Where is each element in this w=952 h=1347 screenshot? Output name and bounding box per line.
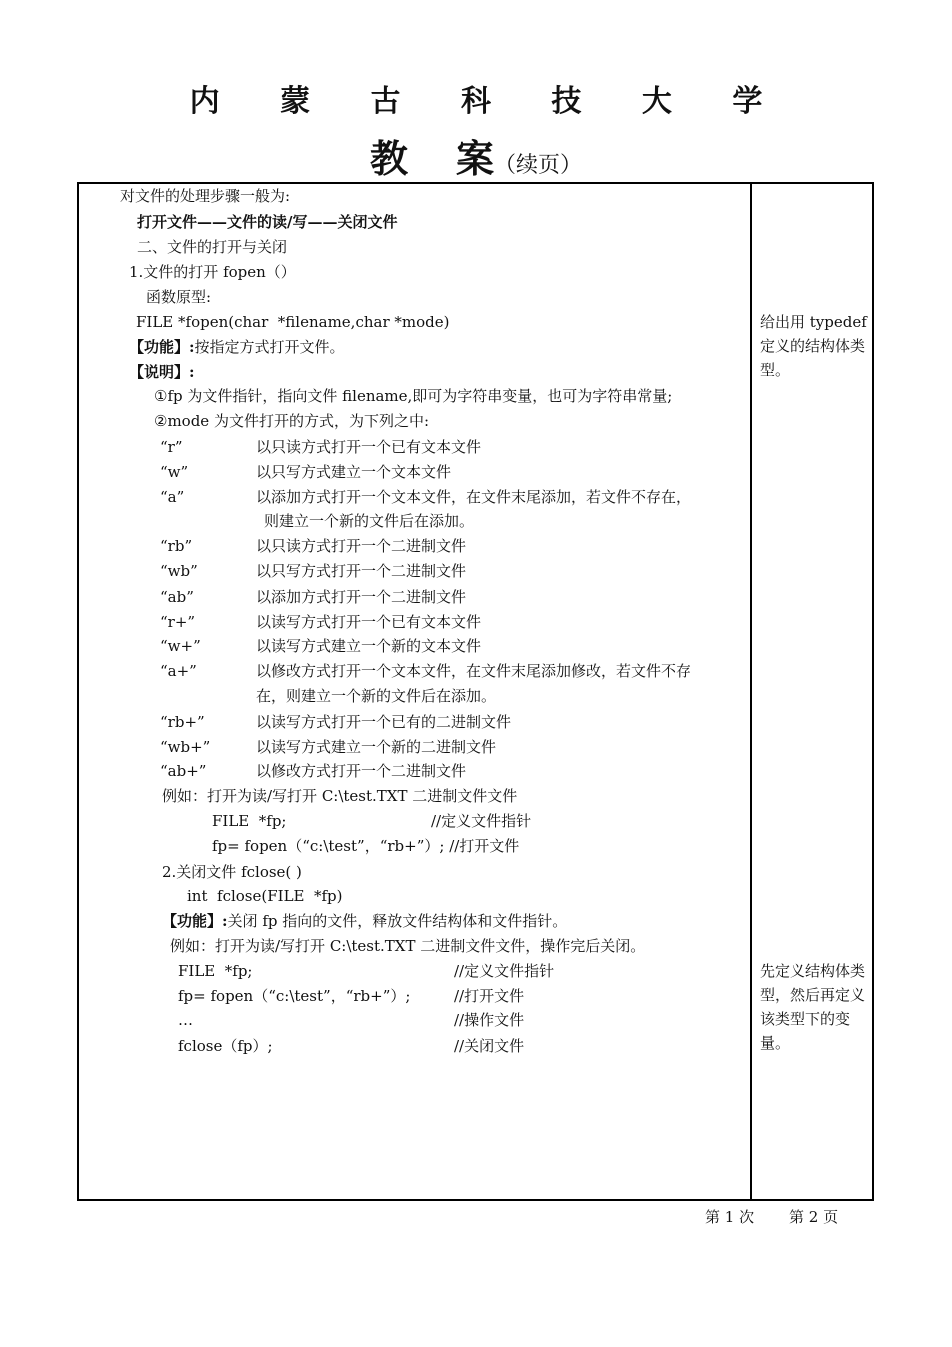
- list-item: “ab” 以添加方式打开一个二进制文件: [160, 588, 467, 606]
- list-item: “r” 以只读方式打开一个已有文本文件: [160, 438, 482, 456]
- list-item: “w” 以只写方式建立一个文本文件: [160, 463, 452, 481]
- intro-line: 对文件的处理步骤一般为:: [120, 187, 291, 205]
- title-char-2: 案: [455, 137, 494, 181]
- prototype-code: FILE *fopen(char *filename,char *mode): [136, 313, 450, 331]
- prototype-label: 函数原型:: [146, 288, 212, 306]
- list-item: “wb+” 以读写方式建立一个新的二进制文件: [160, 738, 497, 756]
- list-item-continuation: 在，则建立一个新的文件后在添加。: [256, 687, 497, 705]
- title-note: （续页）: [494, 153, 583, 178]
- example-2-comment-1: //定义文件指针: [454, 962, 555, 980]
- function-text: 按指定方式打开文件。: [194, 338, 345, 356]
- fclose-function-label: 【功能】:: [162, 912, 228, 930]
- session-number: 第 1 次: [705, 1208, 755, 1226]
- side-note-2: 先定义结构体类型，然后再定义该类型下的变量。: [760, 962, 866, 1052]
- title-char-1: 教: [369, 137, 408, 181]
- function-line: [129, 337, 345, 357]
- list-item: “r+” 以读写方式打开一个已有文本文件: [160, 613, 482, 631]
- fopen-heading: 1.文件的打开 fopen（）: [129, 263, 296, 281]
- side-note-1: 给出用 typedef 定义的结构体类型。: [760, 313, 867, 379]
- example-2: 例如：打开为读/写打开 C:\test.TXT 二进制文件文件，操作完后关闭。: [170, 937, 646, 955]
- example-1-code-2: fp= fopen（“c:\test”，“rb+”）; //打开文件: [212, 837, 520, 855]
- fclose-function-text: 关闭 fp 指向的文件，释放文件结构体和文件指针。: [227, 912, 568, 930]
- fclose-heading: 2.关闭文件 fclose( ): [162, 863, 302, 881]
- example-2-code-3: …: [178, 1011, 193, 1029]
- column-divider: [750, 182, 752, 1201]
- example-2-comment-3: //操作文件: [454, 1011, 525, 1029]
- list-item-continuation: 则建立一个新的文件后在添加。: [264, 512, 475, 530]
- section-heading: 二、文件的打开与关闭: [137, 238, 288, 256]
- list-item: “ab+” 以修改方式打开一个二进制文件: [160, 762, 467, 780]
- list-item: “w+” 以读写方式建立一个新的文本文件: [160, 637, 482, 655]
- note-line-1: ①fp 为文件指针，指向文件 filename,即可为字符串变量，也可为字符串常量;: [154, 387, 673, 405]
- function-label: 【功能】:: [129, 338, 195, 356]
- list-item: “rb+” 以读写方式打开一个已有的二进制文件: [160, 713, 512, 731]
- example-1-comment-1: //定义文件指针: [431, 812, 532, 830]
- example-1: 例如：打开为读/写打开 C:\test.TXT 二进制文件文件: [162, 787, 518, 805]
- example-2-code-4: fclose（fp）;: [178, 1037, 273, 1055]
- list-item: “wb” 以只写方式打开一个二进制文件: [160, 562, 467, 580]
- example-2-comment-4: //关闭文件: [454, 1037, 525, 1055]
- steps-line: 打开文件——文件的读/写——关闭文件: [137, 213, 398, 231]
- example-2-comment-2: //打开文件: [454, 987, 525, 1005]
- example-1-code-1: FILE *fp;: [212, 812, 287, 830]
- university-title: 内 蒙 古 科 技 大 学: [189, 84, 788, 119]
- list-item: “rb” 以只读方式打开一个二进制文件: [160, 537, 467, 555]
- list-item: “a” 以添加方式打开一个文本文件，在文件末尾添加，若文件不存在，: [160, 488, 692, 506]
- example-2-code-1: FILE *fp;: [178, 962, 253, 980]
- example-2-code-2: fp= fopen（“c:\test”，“rb+”）;: [178, 987, 411, 1005]
- note-label: 【说明】:: [129, 363, 195, 381]
- list-item: “a+” 以修改方式打开一个文本文件，在文件末尾添加修改，若文件不存: [160, 662, 692, 680]
- fclose-prototype: int fclose(FILE *fp): [187, 887, 343, 905]
- document-title: [0, 128, 952, 183]
- note-line-2: ②mode 为文件打开的方式，为下列之中:: [154, 412, 430, 430]
- page-number: 第 2 页: [789, 1208, 839, 1226]
- fclose-function-line: [162, 911, 567, 931]
